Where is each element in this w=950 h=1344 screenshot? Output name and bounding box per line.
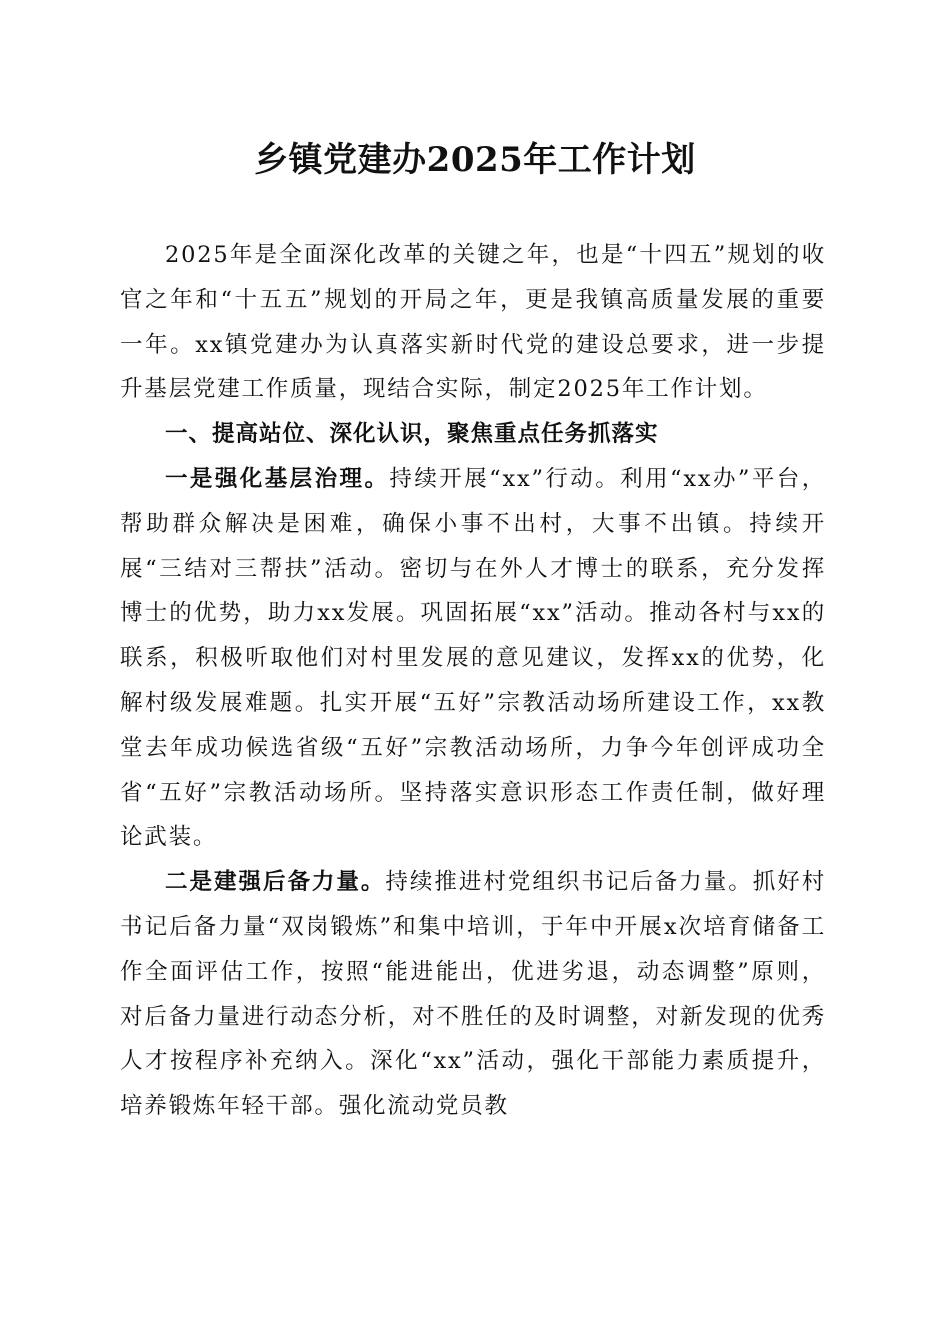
section-1-paragraph-2 (120, 860, 826, 1129)
paragraph-text: 持续推进村党组织书记后备力量。抓好村书记后备力量“双岗锻炼”和集中培训，于年中开展x次培育储备工作全面评估工作，按照“能进能出，优进劣退，动态调整”原则，对后备力量进行动态分析，对不胜任的及时调整，对新发现的优秀人才按程序补充纳入。深化“xx”活动，强化干部能力素质提升，培养锻炼年轻干部。强化流动党员教 (120, 869, 827, 1120)
section-1-paragraph-1 (120, 457, 826, 860)
paragraph-lead: 一是强化基层治理。 (165, 465, 390, 492)
paragraph-text: 持续开展“xx”行动。利用“xx办”平台，帮助群众解决是困难，确保小事不出村，大事不出镇。持续开展“三结对三帮扶”活动。密切与在外人才博士的联系，充分发挥博士的优势，助力xx发展。巩固拓展“xx”活动。推动各村与xx的联系，积极听取他们对村里发展的意见建议，发挥xx的优势，化解村级发展难题。扎实开展“五好”宗教活动场所建设工作，xx教堂去年成功候选省级“五好”宗教活动场所，力争今年创评成功全省“五好”宗教活动场所。坚持落实意识形态工作责任制，做好理论武装。 (120, 465, 827, 851)
intro-paragraph: 2025年是全面深化改革的关键之年，也是“十四五”规划的收官之年和“十五五”规划的开局之年，更是我镇高质量发展的重要一年。xx镇党建办为认真落实新时代党的建设总要求，进一步提升基层党建工作质量，现结合实际，制定2025年工作计划。 (120, 242, 826, 403)
document-body (120, 233, 826, 1129)
document-title: 乡镇党建办2025年工作计划 (254, 140, 696, 180)
section-1-heading: 一、提高站位、深化认识，聚焦重点任务抓落实 (165, 421, 659, 448)
paragraph-lead: 二是建强后备力量。 (165, 869, 386, 896)
